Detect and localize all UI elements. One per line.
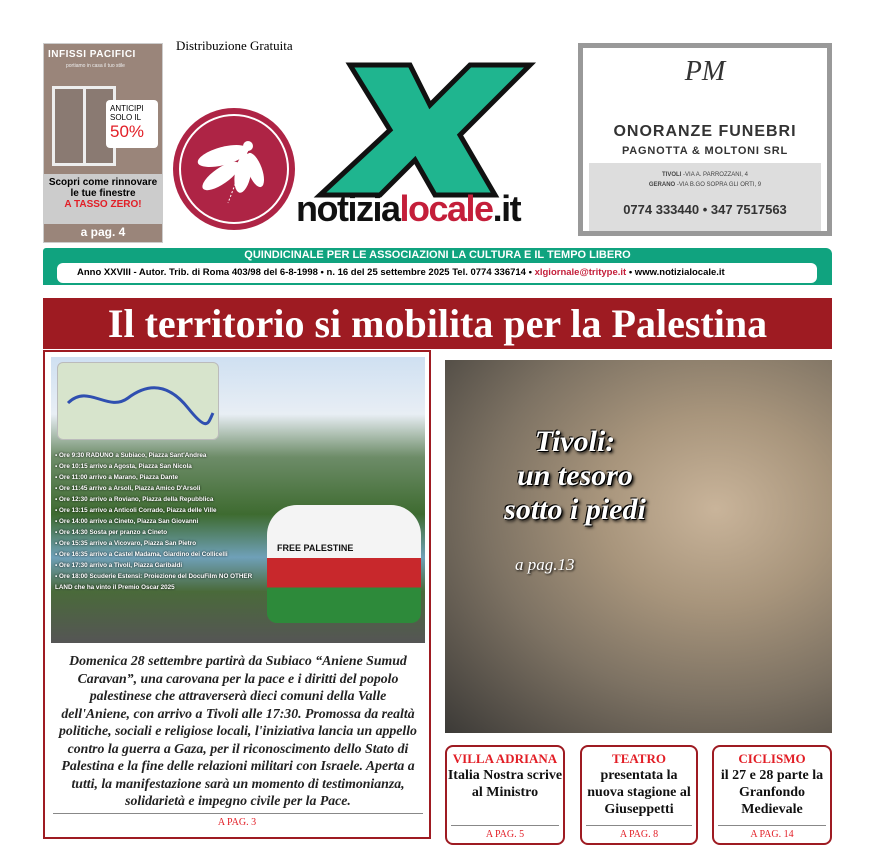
site-logo-text <box>296 188 520 230</box>
masthead-banner <box>43 248 832 285</box>
teaser-headline: il 27 e 28 parte la Granfondo Medievale <box>720 768 824 817</box>
ad-body <box>44 174 162 224</box>
street: -VIA A. PARROZZANI, 4 <box>683 172 748 178</box>
schedule-item: ▪ Ore 16:35 arrivo a Castel Madama, Giardino dei Collicelli <box>55 549 261 560</box>
masthead-subtitle: QUINDICINALE PER LE ASSOCIAZIONI LA CULTURA E IL TEMPO LIBERO <box>244 249 631 261</box>
caravan-illustration <box>51 357 425 643</box>
promo-line: ANTICIPI <box>110 104 144 113</box>
schedule-item: ▪ Ore 15:35 arrivo a Vicovaro, Piazza San Pietro <box>55 538 261 549</box>
main-headline[interactable]: Il territorio si mobilita per la Palestina <box>43 298 832 349</box>
van-illustration <box>267 505 421 623</box>
article-lead: Domenica 28 settembre partirà da Subiaco “Aniene Sumud Caravan”, una carovana per la pace e i diritti del popolo palestinese che attraverserà dieci comuni della Valle dell'Aniene, con arrivo a Tivoli alle 17:30. Promossa da realtà politiche, sociali e religiose locali, l'iniziativa lancia un appello contro la guerra a Gaza, per il riconoscimento dello Stato di Palestina e la fine delle relazioni militari con Israele. Aperta a tutti, la manifestazione sarà un momento di testimonianza, solidarietà e impegno civile per la Pace. <box>59 653 417 808</box>
ad-promo <box>106 100 158 148</box>
ad-tagline: portiamo in casa il tuo stile <box>66 63 125 69</box>
dragonfly-logo-icon <box>173 108 295 230</box>
article-page-ref[interactable]: A PAG. 3 <box>217 817 257 828</box>
teaser-ciclismo[interactable] <box>712 745 832 845</box>
ad-brand: INFISSI PACIFICI <box>48 49 136 60</box>
ad-infissi-pacifici[interactable] <box>43 43 163 243</box>
teaser-villa-adriana[interactable] <box>445 745 565 845</box>
address-1 <box>589 172 821 178</box>
divider <box>53 813 423 814</box>
feature-title-line: Tivoli: <box>534 425 616 458</box>
website-link[interactable]: • www.notizialocale.it <box>628 267 725 278</box>
schedule-item: ▪ Ore 14:30 Sosta per pranzo a Cineto <box>55 527 261 538</box>
schedule-item: ▪ Ore 12:30 arrivo a Roviano, Piazza della Repubblica <box>55 494 261 505</box>
feature-title <box>445 425 705 527</box>
divider <box>451 825 559 826</box>
city: TIVOLI <box>662 172 682 178</box>
ad-title: ONORANZE FUNEBRI <box>613 123 797 140</box>
schedule-item: ▪ Ore 9:30 RADUNO a Subiaco, Piazza Sant'Andrea <box>55 450 261 461</box>
teaser-kicker: CICLISMO <box>738 751 806 766</box>
schedule-list <box>55 450 261 593</box>
feature-page-ref: a pag.13 <box>515 555 575 574</box>
schedule-item: ▪ Ore 10:15 arrivo a Agosta, Piazza San Nicola <box>55 461 261 472</box>
logo-word-red: locale <box>399 188 493 229</box>
teaser-teatro[interactable] <box>580 745 698 845</box>
teaser-page-ref: A PAG. 5 <box>485 829 525 840</box>
phone-numbers: 0774 333440 • 347 7517563 <box>623 202 787 217</box>
ad-contacts <box>589 163 821 231</box>
ad-body-text: Scopri come rinnovare le tue finestre <box>48 177 158 199</box>
schedule-item: ▪ Ore 18:00 Scuderie Estensi: Proiezione del DocuFilm NO OTHER LAND che ha vinto il Premio Oscar 2025 <box>55 571 261 593</box>
street: -VIA B.GO SOPRA GLI ORTI, 9 <box>676 182 762 188</box>
promo-line: SOLO IL <box>110 113 142 122</box>
schedule-item: ▪ Ore 11:00 arrivo a Marano, Piazza Dante <box>55 472 261 483</box>
teaser-page-ref: A PAG. 14 <box>750 829 794 840</box>
route-map <box>57 362 219 440</box>
schedule-item: ▪ Ore 14:00 arrivo a Cineto, Piazza San Giovanni <box>55 516 261 527</box>
teaser-kicker: VILLA ADRIANA <box>452 751 558 766</box>
divider <box>718 825 826 826</box>
address-2 <box>589 182 821 188</box>
feature-photo-skeleton[interactable] <box>445 360 832 733</box>
divider <box>586 825 692 826</box>
xl-logo-mark <box>310 45 560 205</box>
schedule-item: ▪ Ore 17:30 arrivo a Tivoli, Piazza Garibaldi <box>55 560 261 571</box>
schedule-item: ▪ Ore 11:45 arrivo a Arsoli, Piazza Amico D'Arsoli <box>55 483 261 494</box>
teaser-headline: Italia Nostra scrive al Ministro <box>447 768 563 800</box>
monogram-logo: PM <box>684 56 726 87</box>
teaser-headline: presentata la nuova stagione al Giuseppetti <box>587 768 691 817</box>
teaser-page-ref: A PAG. 8 <box>619 829 659 840</box>
masthead-info <box>57 263 817 283</box>
distribution-note: Distribuzione Gratuita <box>176 38 293 53</box>
logo-suffix: .it <box>492 188 521 229</box>
van-label: FREE PALESTINE <box>277 543 354 553</box>
main-article[interactable] <box>43 350 431 839</box>
schedule-item: ▪ Ore 13:15 arrivo a Anticoli Corrado, Piazza delle Ville <box>55 505 261 516</box>
city: GERANO <box>648 182 676 188</box>
ad-page-ref: a pag. 4 <box>80 225 126 239</box>
ad-company: PAGNOTTA & MOLTONI SRL <box>621 145 789 157</box>
ad-onoranze-funebri[interactable] <box>578 43 832 236</box>
email-link[interactable]: xlgiornale@tritype.it <box>534 267 627 278</box>
teaser-kicker: TEATRO <box>612 751 666 766</box>
issue-info: Anno XXVIII - Autor. Trib. di Roma 403/98 del 6-8-1998 • n. 16 del 25 settembre 2025 Tel. 0774 336714 • <box>77 267 532 278</box>
logo-word: notizia <box>296 188 400 229</box>
promo-value: 50% <box>110 122 145 141</box>
ad-highlight: A TASSO ZERO! <box>64 199 142 210</box>
feature-title-line: sotto i piedi <box>504 493 646 526</box>
feature-title-line: un tesoro <box>517 459 633 492</box>
